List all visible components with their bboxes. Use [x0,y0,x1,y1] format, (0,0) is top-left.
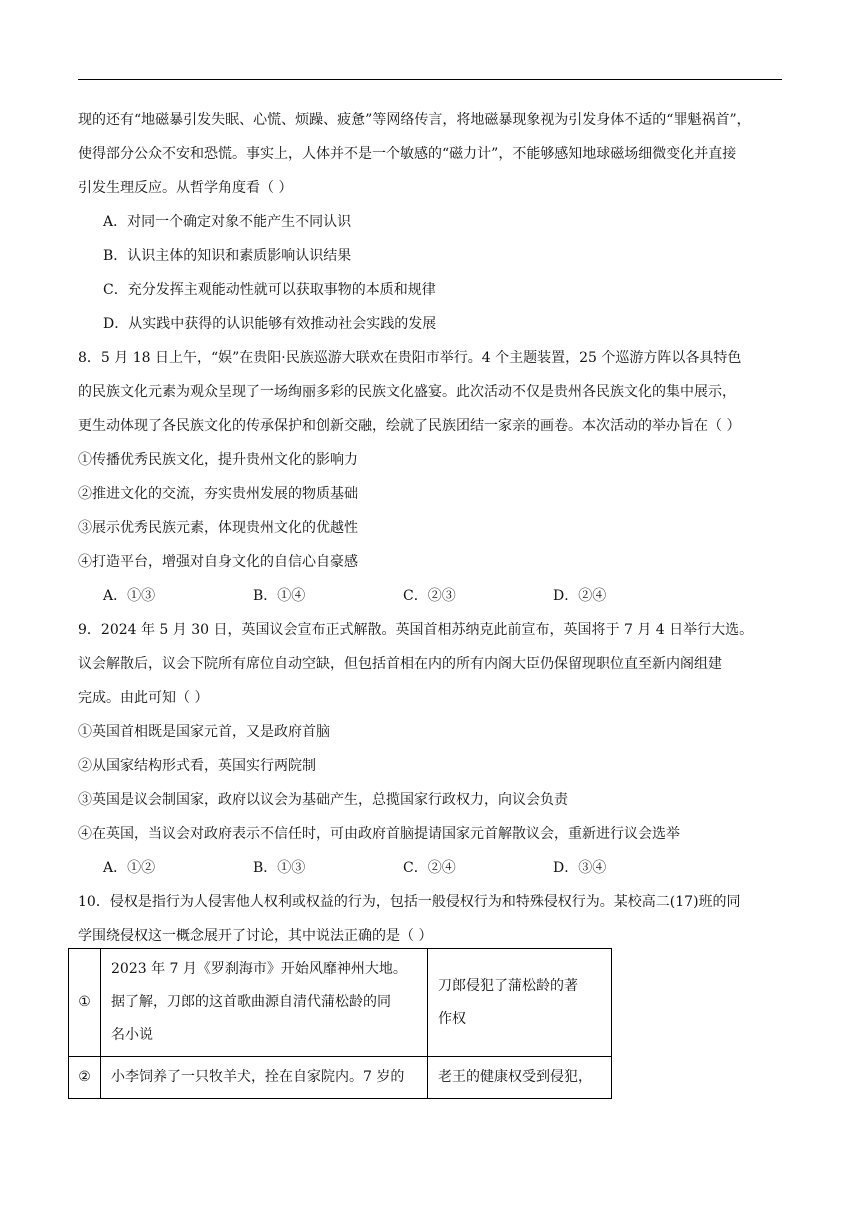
q8-option-d: D．②④ [553,588,607,604]
q8-option-c: C．②③ [403,588,456,604]
q9-option-b: B．①③ [253,860,306,876]
case-cell [101,949,428,1057]
q9-option-c: C．②④ [403,860,456,876]
case-line: 2023 年 7 月《罗刹海市》开始风靡神州大地。 [111,961,407,977]
case-cell [101,1057,428,1099]
table-row [69,1057,612,1099]
q10-stem-line: 学围绕侵权这一概念展开了讨论，其中说法正确的是（ ） [78,928,433,944]
q9-item-1: ①英国首相既是国家元首，又是政府首脑 [78,724,330,740]
q8-stem-line: 8．5 月 18 日上午，“娱”在贵阳·民族巡游大联欢在贵阳市举行。4 个主题装置，25 个巡游方阵以各具特色 [78,350,742,366]
q7-stem-line: 使得部分公众不安和恐慌。事实上，人体并不是一个敏感的“磁力计”，不能够感知地球磁场细微变化并直接 [78,146,737,162]
q9-option-a: A．①② [103,860,156,876]
row-number: ① [69,949,101,1057]
q7-option-c: C．充分发挥主观能动性就可以获取事物的本质和规律 [103,282,436,298]
q8-item-1: ①传播优秀民族文化，提升贵州文化的影响力 [78,452,358,468]
question-10 [78,889,784,957]
exam-content [78,107,784,957]
q7-option-a: A．对同一个确定对象不能产生不同认识 [103,214,352,230]
judgment-line: 刀郎侵犯了蒲松龄的著 [438,977,578,994]
q8-stem-line: 的民族文化元素为观众呈现了一场绚丽多彩的民族文化盛宴。此次活动不仅是贵州各民族文化的集中展示， [78,384,736,400]
q9-stem-line: 9．2024 年 5 月 30 日，英国议会宣布正式解散。英国首相苏纳克此前宣布，英国将于 7 月 4 日举行大选。 [78,622,754,638]
case-line: 据了解，刀郎的这首歌曲源自清代蒲松龄的同 [111,994,391,1010]
judgment-line: 老王的健康权受到侵犯， [438,1069,592,1085]
q9-stem-line: 完成。由此可知（ ） [78,690,209,706]
q8-options [78,583,784,617]
question-7 [78,107,784,345]
question-8 [78,345,784,617]
case-line: 名小说 [111,1027,153,1043]
question-9 [78,617,784,889]
q8-item-4: ④打造平台，增强对自身文化的自信心自豪感 [78,554,358,570]
q10-table [68,948,612,1099]
q8-item-2: ②推进文化的交流，夯实贵州发展的物质基础 [78,486,358,502]
q8-stem-line: 更生动体现了各民族文化的传承保护和创新交融，绘就了民族团结一家亲的画卷。本次活动的举办旨在（ ） [78,418,741,434]
q9-stem-line: 议会解散后，议会下院所有席位自动空缺，但包括首相在内的所有内阁大臣仍保留现职位直至新内阁组建 [78,656,722,672]
q9-item-4: ④在英国，当议会对政府表示不信任时，可由政府首脑提请国家元首解散议会，重新进行议会选举 [78,826,680,842]
q8-option-b: B．①④ [253,588,306,604]
q7-stem-line: 现的还有“地磁暴引发失眠、心慌、烦躁、疲惫”等网络传言，将地磁暴现象视为引发身体不适的“罪魁祸首”， [78,112,751,128]
q9-item-2: ②从国家结构形式看，英国实行两院制 [78,758,316,774]
q7-option-d: D．从实践中获得的认识能够有效推动社会实践的发展 [103,316,437,332]
q10-stem-line: 10．侵权是指行为人侵害他人权利或权益的行为，包括一般侵权行为和特殊侵权行为。某校高二(17)班的同 [78,894,741,910]
q9-options [78,855,784,889]
q9-option-d: D．③④ [553,860,607,876]
judgment-line: 作权 [438,1010,466,1027]
case-line: 小李饲养了一只牧羊犬，拴在自家院内。7 岁的 [111,1069,405,1085]
q7-option-b: B．认识主体的知识和素质影响认识结果 [103,248,352,264]
judgment-cell [428,1057,612,1099]
table-row [69,949,612,1057]
judgment-cell [428,949,612,1057]
header-rule [78,79,782,80]
row-number: ② [69,1057,101,1099]
q8-option-a: A．①③ [103,588,156,604]
q8-item-3: ③展示优秀民族元素，体现贵州文化的优越性 [78,520,358,536]
q7-stem-line: 引发生理反应。从哲学角度看（ ） [78,180,293,196]
q9-item-3: ③英国是议会制国家，政府以议会为基础产生，总揽国家行政权力，向议会负责 [78,792,568,808]
